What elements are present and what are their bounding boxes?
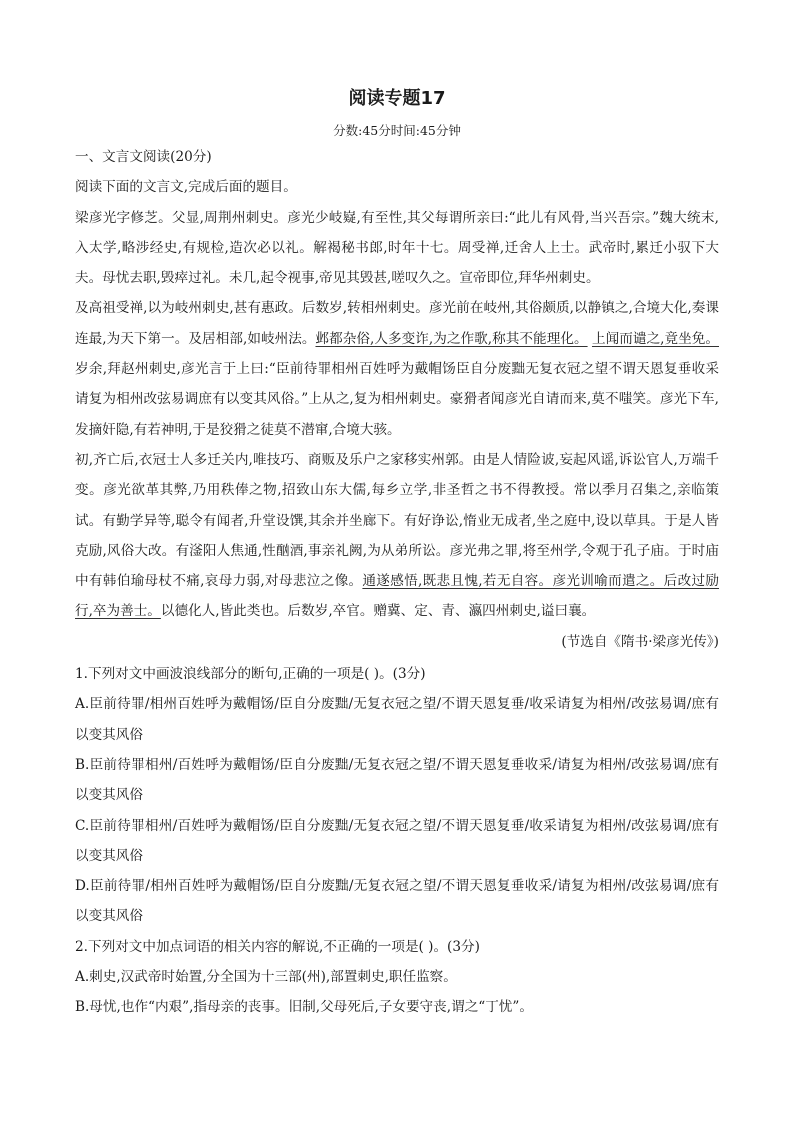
question-1-option-b: B.臣前待罪相州/百姓呼为戴帽饧/臣自分废黜/无复衣冠之望/不谓天恩复垂收采/请复为相州/改弦易调/庶有以变其风俗 [75, 756, 719, 804]
passage-paragraph-1: 梁彦光字修芝。父显,周荆州刺史。彦光少岐嶷,有至性,其父每谓所亲曰:“此儿有风骨,当兴吾宗。”魏大统末,入太学,略涉经史,有规检,造次必以礼。解褐秘书郎,时年十七。周受禅,迁舍人上士。武帝时,累迁小驭下大夫。母忧去职,毁瘁过礼。未几,起令视事,帝见其毁甚,嗟叹久之。宣帝即位,拜华州刺史。 [75, 209, 719, 287]
question-1-option-a: A.臣前待罪/相州百姓呼为戴帽饧/臣自分废黜/无复衣冠之望/不谓天恩复垂/收采请复为相州/改弦易调/庶有以变其风俗 [75, 696, 719, 743]
question-2-stem: 2.下列对文中加点词语的相关内容的解说,不正确的一项是( )。(3分) [75, 938, 480, 955]
passage-paragraph-3 [75, 445, 719, 627]
passage-paragraph-2 [75, 293, 719, 444]
score-time-info: 分数:45分时间:45分钟 [333, 123, 461, 138]
question-1-stem: 1.下列对文中画波浪线部分的断句,正确的一项是( )。(3分) [75, 666, 426, 683]
document-page [75, 84, 719, 1023]
passage-text: 。”上从之,复为相州刺史。豪猾者闻彦光自请而来,莫不嗤笑。彦光下车,发摘奸隐,有若神明,于是狡猾之徒莫不潜窜,合境大骇。 [75, 391, 719, 438]
passage-text: 岁余,拜赵州刺史,彦光言于上曰:“ [75, 361, 276, 378]
passage-text: 以德化人,皆此类也。后数岁,卒官。赠冀、定、青、瀛四州刺史,谥曰襄。 [160, 603, 596, 620]
wavy-underlined-sentence: 臣前待罪相州百姓呼为戴帽饧臣自分废黜无复衣冠之望不谓天恩复垂收采请复为相州改弦易调庶有以变其风俗 [75, 361, 720, 408]
question-1-option-c: C.臣前待罪相州/百姓呼为戴帽饧/臣自分废黜/无复衣冠之望/不谓天恩复垂/收采请复为相州/改弦易调/庶有以变其风俗 [75, 817, 719, 864]
section-heading: 一、文言文阅读(20分) [75, 149, 212, 165]
source-citation: (节选自《隋书·梁彦光传》) [561, 633, 719, 650]
question-1-option-d: D.臣前待罪/相州百姓呼为戴帽饧/臣自分废黜/无复衣冠之望/不谓天恩复垂收采/请复为相州/改弦易调/庶有以变其风俗 [75, 878, 719, 925]
underlined-sentence: 通遂感悟,既悲且愧,若无自容。彦光训喻而遣之。后改过励行,卒为善士。 [75, 573, 719, 620]
underlined-sentence: 上闻而谴之,竟坐免。 [591, 330, 719, 347]
passage-text: 初,齐亡后,衣冠士人多迁关内,唯技巧、商贩及乐户之家移实州郭。由是人情险诐,妄起风谣,诉讼官人,万端千变。彦光欲革其弊,乃用秩俸之物,招致山东大儒,每乡立学,非圣哲之书不得教授。常以季月召集之,亲临策试。有勤学异等,聪令有闻者,升堂设馔,其余并坐廊下。有好诤讼,惰业无成者,坐之庭中,设以草具。于是人皆克励,风俗大改。有滏阳人焦通,性酗酒,事亲礼阙,为从弟所讼。彦光弗之罪,将至州学,令观于孔子庙。于时庙中有韩伯瑜母杖不痛,哀母力弱,对母悲泣之像。 [75, 451, 719, 590]
instruction-text: 阅读下面的文言文,完成后面的题目。 [75, 179, 297, 196]
page-title: 阅读专题17 [348, 88, 446, 109]
question-2-option-a: A.刺史,汉武帝时始置,分全国为十三部(州),部置刺史,职任监察。 [75, 969, 457, 986]
passage-text: 及高祖受禅,以为岐州刺史,甚有惠政。后数岁,转相州刺史。彦光前在岐州,其俗颇质,以静镇之,合境大化,奏课连最,为天下第一。及居相部,如岐州法。 [75, 300, 719, 347]
question-2-option-b: B.母忧,也作“内艰”,指母亲的丧事。旧制,父母死后,子女要守丧,谓之“丁忧”。 [75, 999, 533, 1016]
underlined-sentence: 邺都杂俗,人多变诈,为之作歌,称其不能理化。 [315, 330, 588, 347]
